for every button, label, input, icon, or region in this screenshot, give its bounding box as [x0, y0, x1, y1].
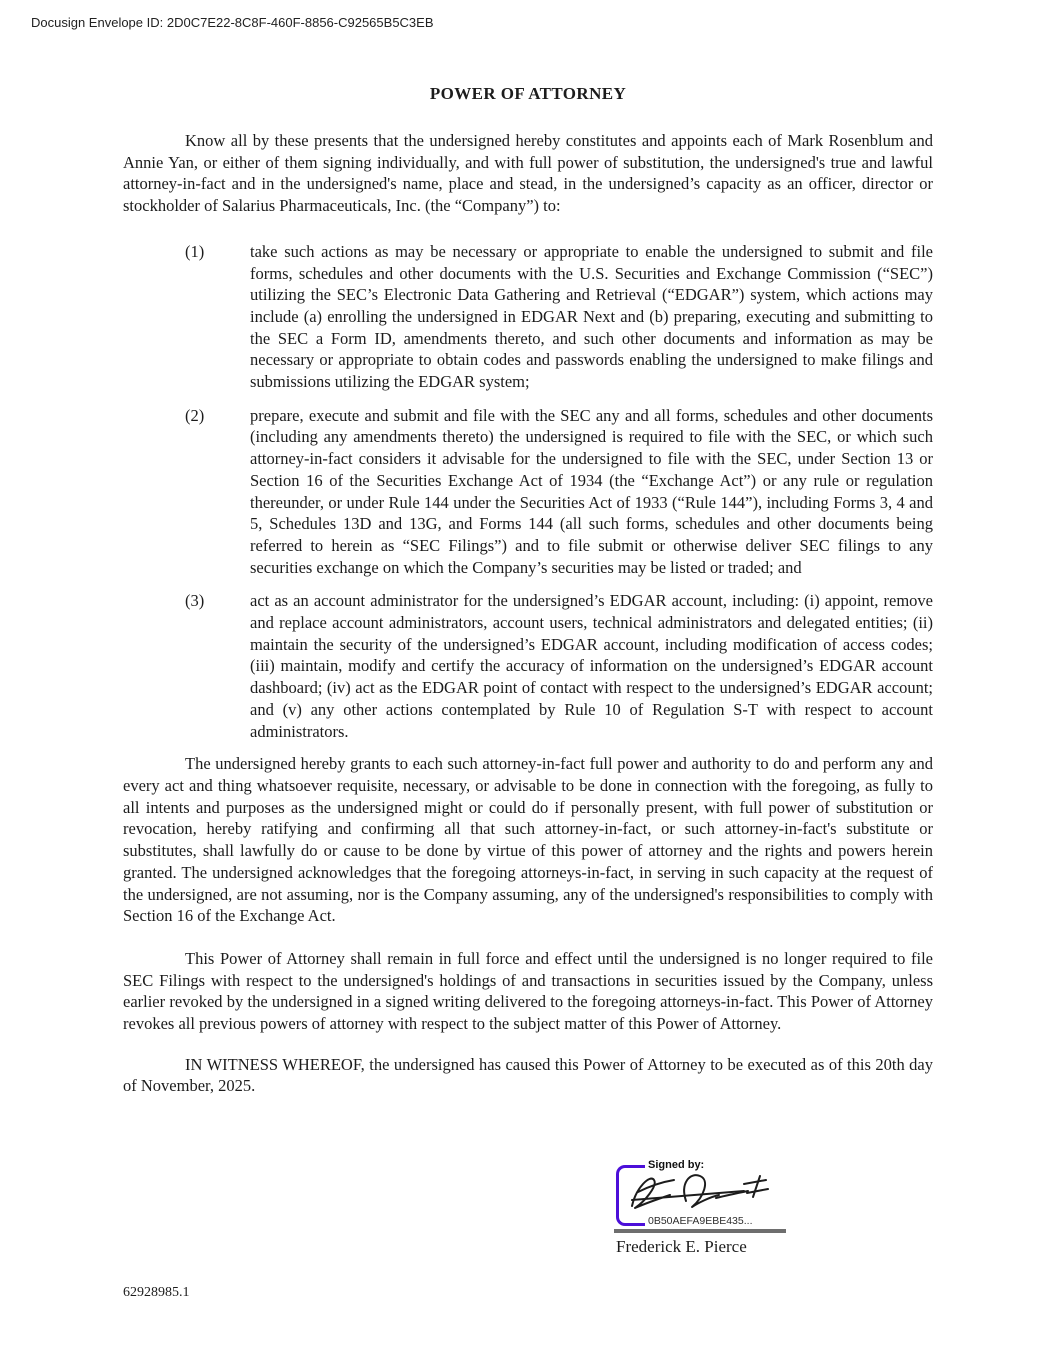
list-item	[123, 405, 933, 579]
list-item-number: (1)	[185, 241, 205, 261]
list-item-text: act as an account administrator for the undersigned’s EDGAR account, including: (i) appoint, remove and replace account administrators, account users, technical administrators and delegated entities; (ii) maintain the security of the undersigned’s EDGAR account, including modification of access codes; (iii) maintain, modify and certify the accuracy of information on the undersigned’s EDGAR account dashboard; (iv) act as the EDGAR point of contact with respect to the undersigned’s EDGAR account; and (v) any other actions contemplated by Rule 10 of Regulation S-T with respect to account administrators.	[250, 591, 933, 741]
docusign-signature-block	[612, 1158, 802, 1258]
signature-id: 0B50AEFA9EBE435...	[648, 1215, 753, 1227]
intro-paragraph: Know all by these presents that the undersigned hereby constitutes and appoints each of Mark Rosenblum and Annie Yan, or either of them signing individually, and with full power of substitution, the undersigned's true and lawful attorney-in-fact and in the undersigned's name, place and stead, in the undersigned’s capacity as an officer, director or stockholder of Salarius Pharmaceuticals, Inc. (the “Company”) to:	[123, 131, 933, 216]
list-item	[123, 241, 933, 393]
signed-by-label: Signed by:	[648, 1159, 705, 1171]
document-footer-number: 62928985.1	[123, 1285, 190, 1300]
grant-paragraph: The undersigned hereby grants to each such attorney-in-fact full power and authority to do and perform any and every act and thing whatsoever requisite, necessary, or advisable to be done in connection with the foregoing, as fully to all intents and purposes as the undersigned might or could do if personally present, with full power of substitution or revocation, hereby ratifying and confirming all that such attorney-in-fact, or such attorney-in-fact's substitute or substitutes, shall lawfully do or cause to be done by virtue of this power of attorney and the rights and powers herein granted. The undersigned acknowledges that the foregoing attorneys-in-fact, in serving in such capacity at the request of the undersigned, are not assuming, nor is the Company assuming, any of the undersigned's responsibilities to comply with Section 16 of the Exchange Act.	[123, 754, 933, 926]
signature-line	[614, 1229, 786, 1233]
document-body	[123, 84, 933, 1097]
list-item	[123, 590, 933, 742]
docusign-envelope-id: Docusign Envelope ID: 2D0C7E22-8C8F-460F-8856-C92565B5C3EB	[31, 15, 434, 30]
list-item-number: (2)	[185, 405, 205, 425]
signature-scribble-icon	[626, 1170, 776, 1216]
signer-name: Frederick E. Pierce	[616, 1237, 747, 1256]
page-title: POWER OF ATTORNEY	[429, 84, 627, 103]
list-item-text: prepare, execute and submit and file with the SEC any and all forms, schedules and other documents (including any amendments thereto) the undersigned is required to file with the SEC, or which such attorney-in-fact considers it advisable for the undersigned to file with the SEC, under Section 13 or Section 16 of the Securities Exchange Act of 1934 (the “Exchange Act”) or any rule or regulation thereunder, or under Rule 144 under the Securities Act of 1933 (“Rule 144”), including Forms 3, 4 and 5, Schedules 13D and 13G, and Forms 144 (all such forms, schedules and other documents being referred to herein as “SEC Filings”) and to file submit or otherwise deliver SEC filings to any securities exchange on which the Company’s securities may be listed or traded; and	[250, 405, 933, 577]
list-item-text: take such actions as may be necessary or appropriate to enable the undersigned to submit and file forms, schedules and other documents with the U.S. Securities and Exchange Commission (“SEC”) utilizing the SEC’s Electronic Data Gathering and Retrieval (“EDGAR”) system, which actions may include (a) enrolling the undersigned in EDGAR Next and (b) preparing, executing and submitting to the SEC a Form ID, amendments thereto, and such other documents and information as may be necessary or appropriate to obtain codes and passwords enabling the undersigned to make filings and submissions utilizing the EDGAR system;	[250, 241, 933, 392]
witness-paragraph: IN WITNESS WHEREOF, the undersigned has caused this Power of Attorney to be executed as of this 20th day of November, 2025.	[123, 1054, 933, 1096]
list-item-number: (3)	[185, 591, 205, 611]
duration-paragraph: This Power of Attorney shall remain in full force and effect until the undersigned is no longer required to file SEC Filings with respect to the undersigned's holdings of and transactions in securities issued by the Company, unless earlier revoked by the undersigned in a signed writing delivered to the foregoing attorneys-in-fact. This Power of Attorney revokes all previous powers of attorney with respect to the subject matter of this Power of Attorney.	[123, 948, 933, 1034]
